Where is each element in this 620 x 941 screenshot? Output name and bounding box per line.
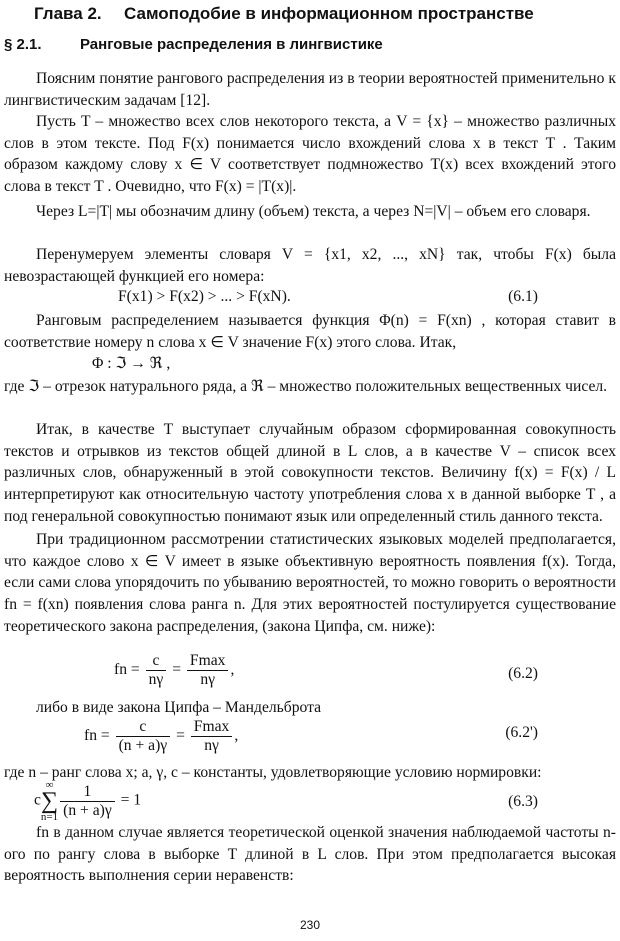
eq62-lhs: fn = [114, 661, 140, 679]
paragraph-normalization: где n – ранг слова x; a, γ, c – константы, удовлетворяющие условию нормировки: [4, 764, 542, 781]
eq62-fraction-2 [187, 652, 229, 689]
eq62p-frac1-numerator: c [116, 718, 171, 737]
paragraph-mandelbrot: либо в виде закона Ципфа – Мандельброта [36, 699, 322, 716]
paragraph-estimate: fn в данном случае является теоретической оценкой значения наблюдаемой частоты n-ого по рангу слова в выборке T длиной в L слов. При этом предполагается высокая вероятность выполнения серии неравенств: [4, 824, 616, 885]
paragraph-traditional: При традиционном рассмотрении статистических языковых моделей предполагается, что каждое слово x ∈ V имеет в языке объективную вероятность появления f(x). Тогда, если сами слова упорядочить по убыванию вероятностей, то можно говорить о вероятности fn = f(xn) появления слова ранга n. Для этих вероятностей постулируется существование теоретического закона распределения, (закона Ципфа, см. ниже): [4, 531, 616, 635]
equation-mapping: Φ : ℑ → ℜ , [92, 355, 171, 372]
eq62p-lhs: fn = [84, 727, 110, 745]
eq62p-fraction-1 [116, 718, 171, 755]
sigma-glyph: ∑ [40, 788, 59, 814]
section-title: Ранговые распределения в лингвистике [80, 36, 383, 53]
equation-6-2-prime [84, 718, 238, 755]
eq62p-fraction-2 [191, 718, 233, 755]
eq62-tail: , [230, 661, 235, 679]
paragraph-sample: Итак, в качестве T выступает случайным образом сформированная совокупность текстов и отрывков из текстов общей длиной в L слов, а в качестве V – список всех различных слов, обнаруженный в этой совокупности текстов. Величину f(x) = F(x) / L интерпретируют как относительную частоту употребления слова x в данной выборке T , а под генеральной совокупностью понимают язык или определенный стиль данного текста. [4, 421, 616, 525]
section-heading [4, 36, 604, 53]
eq62p-frac1-denominator: (n + a)γ [118, 737, 168, 754]
eq62-frac1-denominator: nγ [148, 671, 164, 688]
eq62p-equals: = [176, 727, 185, 745]
eq62p-frac2-denominator: nγ [204, 737, 219, 754]
eq62-equals: = [172, 661, 181, 679]
chapter-title: Самоподобие в информационном пространстве [124, 4, 534, 23]
equation-number-6-2: (6.2) [508, 665, 538, 682]
summation-sign [41, 780, 58, 822]
equation-6-2 [114, 652, 234, 689]
eq62p-tail: , [234, 727, 239, 745]
eq62-frac1-numerator: c [146, 652, 167, 671]
chapter-number: Глава 2. [34, 4, 102, 23]
paragraph-rank-distribution: Ранговым распределением называется функция Φ(n) = F(xn) , которая ставит в соответствие номеру n слова x ∈ V значение F(x) этого слова. Итак, [4, 312, 616, 351]
eq62-fraction-1 [146, 652, 167, 689]
paragraph-definitions: Пусть T – множество всех слов некоторого текста, а V = {x} – множество различных слов в этом тексте. Под F(x) понимается число вхождений слова x в текст T . Таким образом каждому слову x ∈ V соответствует подмножество T(x) всех вхождений этого слова в текст T . Очевидно, что F(x) = |T(x)|. [4, 113, 616, 196]
eq62-frac2-denominator: nγ [200, 671, 216, 688]
eq63-numerator: 1 [60, 783, 115, 802]
paragraph-renumber: Перенумеруем элементы словаря V = {x1, x2, ..., xN} так, чтобы F(x) была невозрастающей функцией его номера: [4, 246, 616, 285]
sum-upper-limit: ∞ [45, 779, 54, 791]
eq63-denominator: (n + a)γ [63, 801, 112, 819]
equation-6-3 [34, 780, 141, 822]
eq63-c: c [34, 791, 41, 809]
equation-number-6-3: (6.3) [508, 793, 538, 810]
chapter-heading [34, 4, 594, 24]
equation-6-1: F(x1) > F(x2) > ... > F(xN). [118, 288, 291, 305]
paragraph-intro: Поясним понятие рангового распределения из в теории вероятностей применительно к лингвистическим задачам [12]. [4, 70, 616, 109]
eq62p-frac2-numerator: Fmax [191, 718, 233, 737]
sum-lower-limit: n=1 [40, 811, 59, 823]
eq63-rhs: = 1 [120, 791, 142, 809]
paragraph-length: Через L=|T| мы обозначим длину (объем) текста, а через N=|V| – объем его словаря. [36, 203, 591, 220]
section-number: § 2.1. [4, 36, 42, 53]
paragraph-where: где ℑ – отрезок натурального ряда, а ℜ – множество положительных вещественных чисел. [4, 378, 608, 395]
eq63-fraction [60, 783, 115, 820]
equation-number-6-2-prime: (6.2') [505, 724, 538, 741]
page-number: 230 [299, 918, 321, 932]
eq62-frac2-numerator: Fmax [187, 652, 229, 671]
equation-number-6-1: (6.1) [508, 288, 538, 305]
